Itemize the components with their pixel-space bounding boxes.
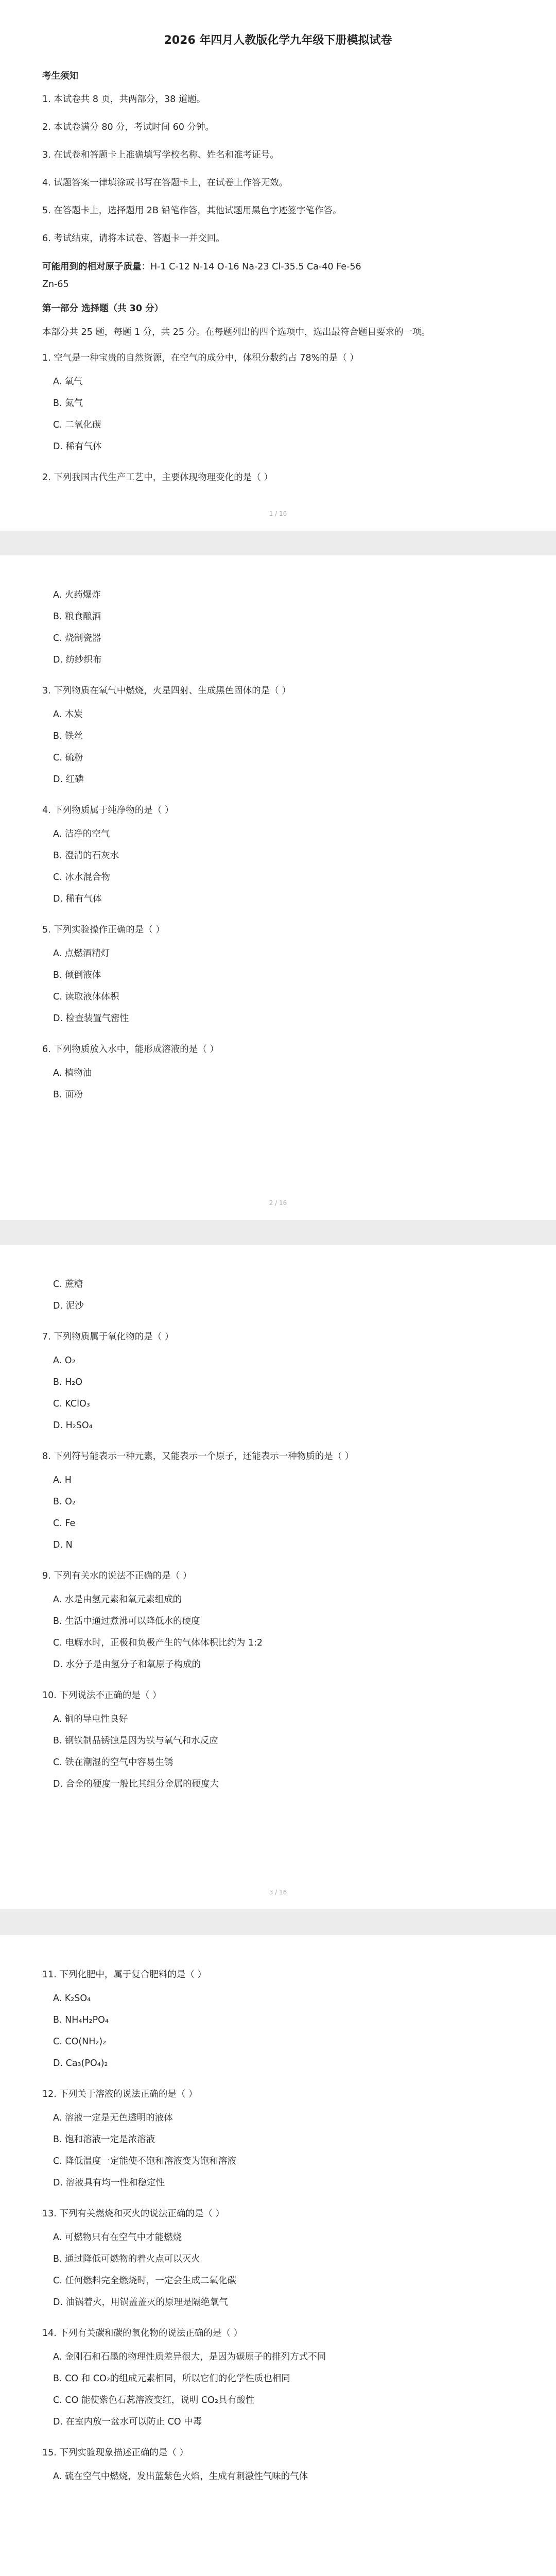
answer-option: B. 氮气 [53, 398, 83, 409]
question-stem: 7. 下列物质属于氧化物的是（ ） [42, 1332, 174, 1342]
question-stem: 12. 下列关于溶液的说法正确的是（ ） [42, 2089, 198, 2099]
atomic-mass-values-cont: Zn-65 [42, 279, 69, 290]
answer-option: C. 蔗糖 [53, 1279, 83, 1290]
page-number: 1 / 16 [269, 510, 287, 517]
answer-option: B. 粮食酿酒 [53, 612, 101, 622]
exam-title: 2026 年四月人教版化学九年级下册模拟试卷 [164, 34, 392, 47]
answer-option: D. 检查装置气密性 [53, 1013, 129, 1024]
answer-option: B. 生活中通过煮沸可以降低水的硬度 [53, 1616, 200, 1626]
question-block [42, 349, 514, 502]
answer-option: C. 铁在潮湿的空气中容易生锈 [53, 1757, 173, 1768]
question-stem: 2. 下列我国古代生产工艺中，主要体现物理变化的是（ ） [42, 472, 273, 483]
answer-option: A. 点燃酒精灯 [53, 948, 110, 959]
question-stem: 14. 下列有关碳和碳的氧化物的说法正确的是（ ） [42, 2328, 242, 2338]
question-stem: 11. 下列化肥中，属于复合肥料的是（ ） [42, 1970, 206, 1980]
answer-option: D. N [53, 1540, 73, 1550]
answer-option: C. 降低温度一定能使不饱和溶液变为饱和溶液 [53, 2156, 236, 2166]
exam-page-4 [0, 1935, 556, 2576]
question-stem: 4. 下列物质属于纯净物的是（ ） [42, 805, 174, 816]
answer-option: D. 溶液具有均一性和稳定性 [53, 2178, 165, 2188]
answer-option: A. 氧气 [53, 377, 83, 387]
answer-option: A. 水是由氢元素和氧元素组成的 [53, 1595, 182, 1605]
answer-option: D. H₂SO₄ [53, 1420, 93, 1431]
answer-option: C. KClO₃ [53, 1399, 90, 1409]
answer-option: B. H₂O [53, 1377, 83, 1387]
answer-option: C. CO 能使紫色石蕊溶液变红，说明 CO₂具有酸性 [53, 2395, 254, 2405]
exam-page-1 [0, 0, 556, 531]
question [42, 349, 514, 469]
page-number: 3 / 16 [269, 1889, 287, 1896]
answer-option: C. 读取液体体积 [53, 992, 119, 1002]
question [42, 469, 514, 502]
question [42, 1966, 514, 2086]
question [42, 2325, 514, 2444]
answer-option: C. 电解水时，正极和负极产生的气体体积比约为 1:2 [53, 1638, 263, 1648]
notice-heading: 考生须知 [42, 71, 78, 81]
answer-option: D. 在室内放一盆水可以防止 CO 中毒 [53, 2417, 202, 2427]
question [42, 2086, 514, 2205]
notice-item: 5. 在答题卡上，选择题用 2B 铅笔作答，其他试题用黑色字迹签字笔作答。 [42, 206, 342, 216]
question-stem: 10. 下列说法不正确的是（ ） [42, 1690, 162, 1701]
answer-option: B. O₂ [53, 1497, 76, 1507]
answer-option: A. 金刚石和石墨的物理性质差异很大，是因为碳原子的排列方式不同 [53, 2352, 326, 2362]
question [42, 1567, 514, 1687]
question [42, 682, 514, 802]
notice-item: 4. 试题答案一律填涂或书写在答题卡上，在试卷上作答无效。 [42, 178, 288, 188]
question [42, 802, 514, 921]
notice-item: 1. 本试卷共 8 页，共两部分，38 道题。 [42, 94, 206, 105]
answer-option: B. 铁丝 [53, 731, 83, 741]
answer-option: B. 通过降低可燃物的着火点可以灭火 [53, 2254, 200, 2264]
answer-option: D. 油锅着火，用锅盖盖灭的原理是隔绝氧气 [53, 2297, 228, 2308]
notice-item: 3. 在试卷和答题卡上准确填写学校名称、姓名和准考证号。 [42, 150, 279, 160]
question [42, 1448, 514, 1567]
question [42, 586, 514, 682]
answer-option: C. 冰水混合物 [53, 872, 110, 883]
answer-option: C. CO(NH₂)₂ [53, 2037, 107, 2047]
exam-page-2 [0, 555, 556, 1220]
question-stem: 5. 下列实验操作正确的是（ ） [42, 925, 165, 935]
answer-option: A. 洁净的空气 [53, 829, 110, 839]
answer-option: C. 二氧化碳 [53, 420, 101, 430]
question [42, 1328, 514, 1448]
part1-heading: 第一部分 选择题（共 30 分） [42, 303, 164, 314]
question-stem: 13. 下列有关燃烧和灭火的说法正确的是（ ） [42, 2209, 224, 2219]
answer-option: D. 稀有气体 [53, 442, 102, 452]
answer-option: A. 木炭 [53, 709, 83, 720]
answer-option: A. 火药爆炸 [53, 590, 101, 600]
answer-option: A. 植物油 [53, 1068, 92, 1078]
answer-option: B. 钢铁制品锈蚀是因为铁与氧气和水反应 [53, 1736, 218, 1746]
answer-option: B. CO 和 CO₂的组成元素相同，所以它们的化学性质也相同 [53, 2374, 290, 2384]
answer-option: D. 稀有气体 [53, 894, 102, 904]
answer-option: D. 泥沙 [53, 1301, 84, 1311]
answer-option: A. 硫在空气中燃烧，发出蓝紫色火焰，生成有刺激性气味的气体 [53, 2471, 308, 2482]
question [42, 1687, 514, 1806]
part1-intro: 本部分共 25 题，每题 1 分，共 25 分。在每题列出的四个选项中，选出最符合题目要求的一项。 [42, 327, 431, 337]
question-stem: 6. 下列物质放入水中，能形成溶液的是（ ） [42, 1044, 219, 1055]
answer-option: C. 烧制瓷器 [53, 633, 101, 643]
answer-option: D. Ca₃(PO₄)₂ [53, 2058, 108, 2069]
answer-option: A. K₂SO₄ [53, 1993, 91, 2004]
question-block [42, 586, 514, 1117]
exam-page-3 [0, 1245, 556, 1909]
question-stem: 9. 下列有关水的说法不正确的是（ ） [42, 1571, 192, 1581]
question [42, 921, 514, 1041]
atomic-mass-values: ：H-1 C-12 N-14 O-16 Na-23 Cl-35.5 Ca-40 Fe-56 [141, 262, 361, 272]
question [42, 1041, 514, 1117]
answer-option: B. NH₄H₂PO₄ [53, 2015, 109, 2025]
question [42, 2444, 514, 2499]
question [42, 2205, 514, 2325]
question-stem: 1. 空气是一种宝贵的自然资源，在空气的成分中，体积分数约占 78%的是（ ） [42, 353, 359, 363]
answer-option: A. H [53, 1475, 72, 1485]
answer-option: C. 任何燃料完全燃烧时，一定会生成二氧化碳 [53, 2276, 236, 2286]
answer-option: D. 纺纱织布 [53, 655, 102, 665]
answer-option: D. 合金的硬度一般比其组分金属的硬度大 [53, 1779, 219, 1789]
answer-option: C. Fe [53, 1518, 76, 1529]
answer-option: A. 溶液一定是无色透明的液体 [53, 2113, 173, 2123]
answer-option: B. 饱和溶液一定是浓溶液 [53, 2134, 155, 2145]
answer-option: A. O₂ [53, 1355, 76, 1366]
question [42, 1276, 514, 1328]
notice-item: 6. 考试结束，请将本试卷、答题卡一并交回。 [42, 233, 225, 244]
atomic-mass-line [42, 258, 514, 293]
answer-option: A. 铜的导电性良好 [53, 1714, 128, 1724]
atomic-mass-label: 可能用到的相对原子质量 [42, 262, 142, 272]
question-block [42, 1966, 514, 2499]
notice-item: 2. 本试卷满分 80 分，考试时间 60 分钟。 [42, 122, 215, 132]
notice-list [42, 91, 514, 247]
answer-option: D. 红磷 [53, 774, 84, 785]
answer-option: B. 倾倒液体 [53, 970, 101, 980]
answer-option: B. 面粉 [53, 1090, 83, 1100]
question-block [42, 1276, 514, 1806]
question-stem: 8. 下列符号能表示一种元素，又能表示一个原子，还能表示一种物质的是（ ） [42, 1451, 354, 1462]
question-stem: 15. 下列实验现象描述正确的是（ ） [42, 2448, 188, 2458]
answer-option: A. 可燃物只有在空气中才能燃烧 [53, 2232, 182, 2243]
answer-option: B. 澄清的石灰水 [53, 851, 119, 861]
page-number: 2 / 16 [269, 1199, 287, 1207]
answer-option: D. 水分子是由氢分子和氧原子构成的 [53, 1659, 201, 1670]
answer-option: C. 硫粉 [53, 753, 83, 763]
question-stem: 3. 下列物质在氧气中燃烧，火星四射、生成黑色固体的是（ ） [42, 686, 291, 696]
